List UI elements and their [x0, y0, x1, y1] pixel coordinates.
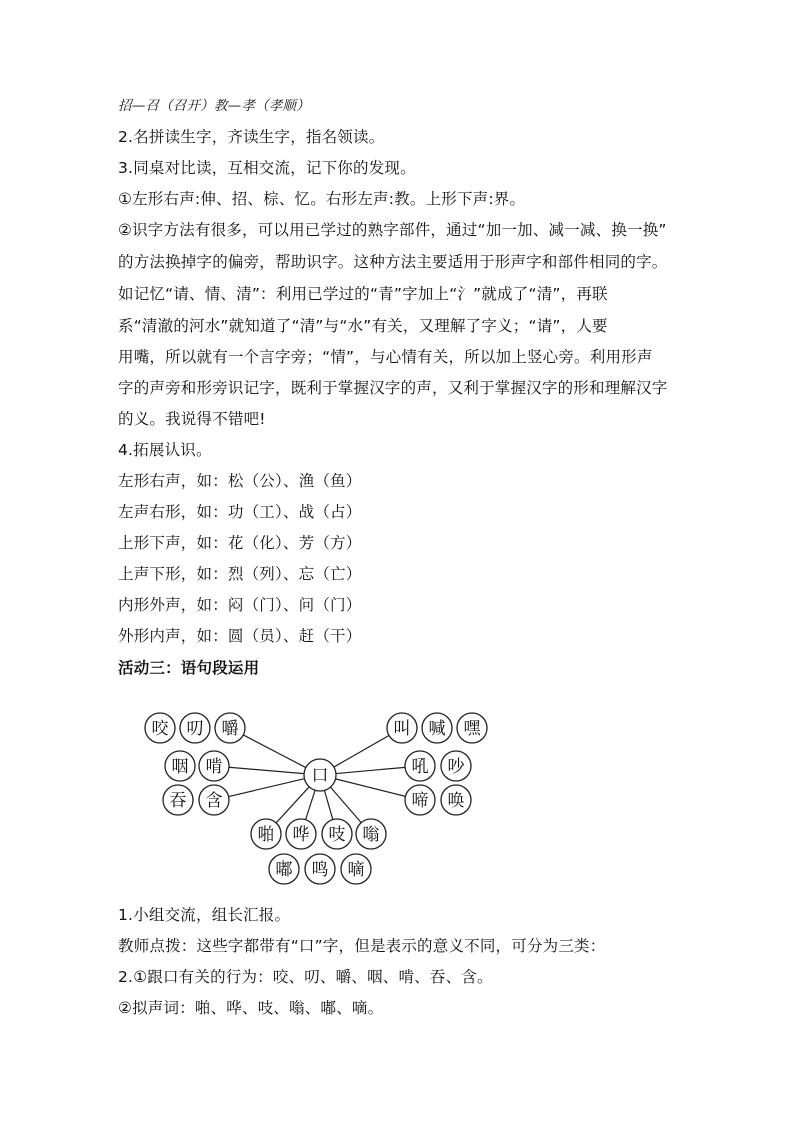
char-circle-bottom [251, 819, 281, 849]
char-circle-right [405, 785, 435, 815]
after-line-3: 2.①跟口有关的行为：咬、叨、嚼、咽、啃、吞、含。 [118, 968, 493, 986]
svg-text:唤: 唤 [447, 791, 465, 811]
text-line-1: 招—召（召开）教—孝（孝顺） [118, 98, 310, 114]
char-circle-bottom [356, 819, 386, 849]
text-line-4: ①左形右声:伸、招、棕、忆。右形左声:教。上形下声:界。 [118, 190, 526, 208]
char-circle-left [180, 713, 210, 743]
char-circle-left [215, 713, 245, 743]
text-line-3: 3.同桌对比读，互相交流，记下你的发现。 [118, 159, 416, 177]
svg-text:嚼: 嚼 [221, 719, 239, 739]
char-circle-bottom [269, 854, 299, 884]
svg-text:喊: 喊 [428, 719, 446, 739]
svg-text:吵: 吵 [447, 757, 465, 777]
after-line-2: 教师点拨：这些字都带有“口”字，但是表示的意义不同，可分为三类： [118, 937, 606, 955]
text-line-5: ②识字方法有很多，可以用已学过的熟字部件，通过“加一加、减一减、换一换” [118, 221, 667, 239]
connector-line [334, 735, 389, 767]
section-heading: 活动三：语句段运用 [118, 659, 260, 677]
svg-text:嘿: 嘿 [463, 719, 481, 739]
char-circle-bottom [305, 854, 335, 884]
char-circle-bottom [286, 819, 316, 849]
svg-text:吼: 吼 [411, 757, 429, 777]
text-line-7: 如记忆“请、情、清”：利用已学过的“青”字加上“氵”就成了“清”，再联 [118, 285, 608, 303]
after-line-1: 1.小组交流，组长汇报。 [118, 906, 291, 924]
text-line-10: 字的声旁和形旁识记字，既利于掌握汉字的声，又利于掌握汉字的形和理解汉字 [118, 379, 668, 397]
char-circle-left [165, 751, 195, 781]
svg-text:吞: 吞 [169, 791, 187, 811]
char-circle-left [163, 785, 193, 815]
char-circle-right [405, 751, 435, 781]
connector-line [276, 787, 309, 823]
svg-text:嘀: 嘀 [347, 860, 365, 880]
center-radical-circle [304, 759, 336, 791]
svg-text:口: 口 [311, 766, 329, 786]
svg-text:咽: 咽 [171, 757, 189, 777]
text-line-6: 的方法换掉字的偏旁，帮助识字。这种方法主要适用于形声字和部件相同的字。 [118, 253, 668, 271]
char-circle-bottom [322, 819, 352, 849]
svg-text:鸣: 鸣 [311, 860, 329, 880]
char-circle-right [387, 713, 417, 743]
svg-text:嗡: 嗡 [362, 825, 380, 845]
svg-text:咬: 咬 [151, 719, 169, 739]
svg-text:啪: 啪 [257, 825, 275, 845]
svg-text:含: 含 [205, 791, 223, 811]
text-line-14: 左声右形，如：功（工）、战（占） [118, 503, 362, 521]
svg-text:哗: 哗 [292, 825, 310, 845]
connector-line [336, 767, 405, 773]
text-line-8: 系“清澈的河水”就知道了“清”与“水”有关，又理解了字义；“请”，人要 [118, 317, 608, 335]
text-line-11: 的义。我说得不错吧! [118, 410, 266, 428]
connector-line [330, 787, 361, 823]
connector-line [306, 790, 315, 819]
char-circle-left [199, 785, 229, 815]
char-circle-right [422, 713, 452, 743]
after-line-4: ②拟声词：啪、哗、吱、嗡、嘟、嘀。 [118, 999, 384, 1017]
svg-text:吱: 吱 [328, 825, 346, 845]
text-line-16: 上声下形，如：烈（列）、忘（亡） [118, 565, 362, 583]
text-line-12: 4.拓展认识。 [118, 441, 212, 459]
char-circle-left [145, 713, 175, 743]
text-line-9: 用嘴，所以就有一个言字旁；“情”，与心情有关，所以加上竖心旁。利用形声 [118, 348, 653, 366]
connector-line [229, 767, 304, 773]
svg-text:啃: 啃 [205, 757, 223, 777]
text-line-2: 2.名拼读生字，齐读生字，指名领读。 [118, 128, 385, 146]
char-circle-right [441, 785, 471, 815]
svg-text:啼: 啼 [411, 791, 429, 811]
text-line-13: 左形右声，如：松（公）、渔（鱼） [118, 472, 362, 490]
connector-line [336, 779, 406, 796]
char-circle-left [199, 751, 229, 781]
text-line-17: 内形外声，如：闷（门）、问（门） [118, 596, 362, 614]
char-circle-bottom [341, 854, 371, 884]
char-circle-right [457, 713, 487, 743]
svg-text:叫: 叫 [393, 719, 411, 739]
text-line-15: 上形下声，如：花（化）、芳（方） [118, 534, 362, 552]
svg-text:叨: 叨 [186, 719, 204, 739]
text-line-18: 外形内声，如：圆（员）、赶（干） [118, 627, 362, 645]
connector-line [324, 790, 332, 819]
connector-line [243, 735, 306, 768]
svg-text:嘟: 嘟 [275, 860, 293, 880]
connector-line [229, 779, 305, 797]
char-circle-right [441, 751, 471, 781]
